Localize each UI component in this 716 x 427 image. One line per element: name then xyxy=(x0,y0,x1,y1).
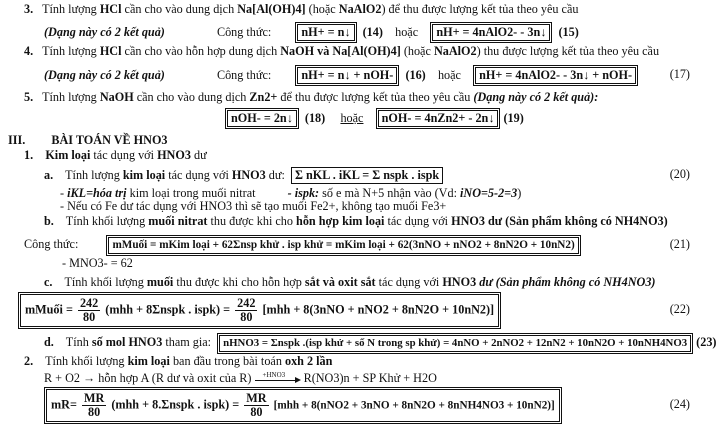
sub-text: số mol HNO3 xyxy=(91,335,163,349)
formula-box: nH+ = 4nAlO2- - 3n↓ xyxy=(430,22,552,43)
formula-box: nH+ = n↓ xyxy=(295,22,356,43)
equation-number: (23) xyxy=(696,335,716,349)
reaction-text: R(NO3)n + SP Khử + H2O xyxy=(303,371,437,385)
section-heading xyxy=(8,133,168,148)
item-3-formula-line xyxy=(44,22,579,43)
equation-number: (24) xyxy=(669,397,690,411)
sub-text: HNO3 xyxy=(231,168,266,182)
denominator: 80 xyxy=(83,310,96,324)
formula-part: (mhh + 8Σnspk . ispk) xyxy=(105,302,221,317)
equation-number: (21) xyxy=(669,237,690,251)
item-note: (Dạng này có 2 kết quả) xyxy=(44,68,165,82)
fraction xyxy=(82,392,106,419)
bullet-text: ) xyxy=(517,186,522,200)
sub-text: Tính khối lượng xyxy=(65,214,149,228)
sub-text: thu được khi cho hỗn hợp xyxy=(173,275,305,289)
denominator: 80 xyxy=(250,405,263,419)
subitem-c-formula xyxy=(18,292,501,329)
formula-box xyxy=(44,387,562,424)
item-text: cần cho vào dung dịch xyxy=(133,90,250,104)
formula-box: nHNO3 = Σnspk .(isp khử + số N trong sp khử) = 4nNO + 2nNO2 + 12nN2 + 10nN2O + 10nNH4NO3 xyxy=(217,333,693,354)
part-title: ban đầu trong bài toán xyxy=(169,354,285,368)
subitem-c-line xyxy=(44,275,656,290)
item-4-line xyxy=(24,44,659,59)
sub-text: dư (Sản phẩm không có NH4NO3) xyxy=(484,214,668,228)
sub-letter: d. xyxy=(44,335,54,349)
formula-part: [mhh + 8(nNO2 + 3nNO + 8nN2O + 8nNH4NO3 + 10nN2)] xyxy=(273,399,555,412)
bullet-text: số e mà N+5 nhận vào (Vd: xyxy=(319,186,460,200)
item-text: (hoặc xyxy=(400,44,434,58)
numerator: MR xyxy=(246,391,267,405)
part-2-formula xyxy=(44,387,562,424)
sub-text: tham gia: xyxy=(162,335,212,349)
item-text: cần cho vào dung dịch xyxy=(121,2,238,16)
item-text: Tính lượng xyxy=(42,90,100,104)
formula-part: mMuối = xyxy=(25,302,73,317)
formula-box: mMuối = mKim loại + 62Σnsp khử . isp khử = mKim loại + 62(3nNO + nNO2 + 8nN2O + 10nN2) xyxy=(106,235,580,256)
formula-part: = xyxy=(223,302,231,317)
part-title: kim loại xyxy=(127,354,170,368)
formula-label: Công thức: xyxy=(216,68,272,82)
bullet-text: iNO=5-2=3 xyxy=(460,186,518,200)
bullet-text: iKL=hóa trị xyxy=(67,186,127,200)
formula-box xyxy=(18,292,501,329)
sub-text: kim loại xyxy=(122,168,166,182)
reagent: HCl xyxy=(99,44,122,58)
subitem-b-formula-line xyxy=(24,235,581,256)
part-2-heading xyxy=(24,354,332,369)
equation-number: (16) xyxy=(405,68,426,82)
reaction-arrow xyxy=(255,371,301,384)
equation-number: (17) xyxy=(669,67,690,81)
sub-text: dư: xyxy=(265,168,285,182)
molar-mass-note: - MNO3- = 62 xyxy=(62,256,133,270)
item-3-line xyxy=(24,2,578,17)
numerator: MR xyxy=(83,391,105,405)
formula-label: Công thức: xyxy=(216,25,272,39)
sub-text: Tính xyxy=(65,335,92,349)
compound-alt: NaAlO2 xyxy=(433,44,477,58)
part-title: oxh 2 lần xyxy=(284,354,333,368)
reaction-text: R + O2 → hỗn hợp A (R dư và oxit của R) xyxy=(44,371,252,385)
fraction xyxy=(235,297,257,324)
item-text: Tính lượng xyxy=(42,2,100,16)
compound: NaOH và Na[Al(OH)4] xyxy=(280,44,401,58)
equation-number: (22) xyxy=(669,302,690,316)
sub-text: Tính khối lượng xyxy=(64,275,147,289)
equation-number: (14) xyxy=(362,25,383,39)
reagent: HCl xyxy=(99,2,122,16)
formula-part: (mhh + 8.Σnspk . ispk) xyxy=(111,397,230,412)
arrow-label: +HNO3 xyxy=(262,371,286,380)
part-number: 2. xyxy=(24,354,34,368)
formula-box: nH+ = n↓ + nOH- xyxy=(295,65,399,86)
sub-text: thu được khi cho xyxy=(207,214,297,228)
formula-box: nOH- = 2n↓ xyxy=(225,108,299,129)
equation-number: (20) xyxy=(669,167,690,181)
subitem-b-line xyxy=(44,214,668,229)
or-text: hoặc xyxy=(340,111,364,125)
fraction xyxy=(244,392,268,419)
equation-number: (18) xyxy=(304,111,326,125)
equation-number: (15) xyxy=(558,25,579,39)
item-text: ) để thu được lượng kết tủa theo yêu cầu xyxy=(381,2,579,16)
item-number: 4. xyxy=(24,44,34,58)
sub-text: HNO3 xyxy=(451,214,485,228)
formula-box: nOH- = 4nZn2+ - 2n↓ xyxy=(376,108,501,129)
reaction-line xyxy=(44,371,437,386)
item-note: (Dạng này có 2 kết quả) xyxy=(44,25,165,39)
sub-text: muối xyxy=(146,275,174,289)
item-number: 3. xyxy=(24,2,34,16)
part-title: Kim loại xyxy=(45,148,91,162)
item-4-formula-line xyxy=(44,65,638,86)
item-text: ) thu được lượng kết tủa theo yêu cầu xyxy=(476,44,660,58)
numerator: 242 xyxy=(79,296,99,310)
ion: Zn2+ xyxy=(249,90,278,104)
bullet-text: kim loại trong muối nitrat xyxy=(126,186,256,200)
item-5-line xyxy=(24,90,598,105)
sub-text: dư (Sản phẩm không có NH4NO3) xyxy=(476,275,656,289)
or-text: hoặc xyxy=(437,68,461,82)
formula-part: mR= xyxy=(51,397,77,412)
part-title: tác dụng với xyxy=(90,148,158,162)
reagent: NaOH xyxy=(99,90,134,104)
formula-box: nH+ = 4nAlO2- - 3n↓ + nOH- xyxy=(473,65,638,86)
sub-text: tác dụng với xyxy=(375,275,443,289)
numerator: 242 xyxy=(237,296,256,310)
formula-part: = xyxy=(232,397,240,412)
part-1-heading xyxy=(24,148,207,163)
bullet-text: - ispk: xyxy=(287,186,320,200)
subitem-a-bullet2: - Nếu có Fe dư tác dụng với HNO3 thì sẽ tạo muối Fe2+, không tạo muối Fe3+ xyxy=(60,199,447,213)
sub-letter: c. xyxy=(44,275,53,289)
part-title: HNO3 xyxy=(157,148,191,162)
part-title: Tính khối lượng xyxy=(45,354,128,368)
sub-text: tác dụng với xyxy=(384,214,452,228)
sub-text: sắt và oxit sắt xyxy=(304,275,376,289)
subitem-d-line xyxy=(44,333,716,354)
formula-label: Công thức: xyxy=(24,237,79,251)
formula-part: [mhh + 8(3nNO + nNO2 + 8nN2O + 10nN2)] xyxy=(262,302,495,317)
section-title: BÀI TOÁN VỀ HNO3 xyxy=(51,133,168,147)
item-text: cần cho vào hỗn hợp dung dịch xyxy=(121,44,281,58)
sub-text: muối nitrat xyxy=(148,214,208,228)
sub-text: Tính lượng xyxy=(65,168,123,182)
formula-box: Σ nKL . iKL = Σ nspk . ispk xyxy=(291,167,443,184)
equation-number: (19) xyxy=(503,111,524,125)
sub-text: hỗn hợp kim loại xyxy=(296,214,385,228)
compound: Na[Al(OH)4] xyxy=(237,2,306,16)
part-title: dư xyxy=(190,148,207,162)
item-number: 5. xyxy=(24,90,34,104)
denominator: 80 xyxy=(240,310,253,324)
item-text: để thu được lượng kết tủa theo yêu cầu xyxy=(277,90,474,104)
or-text: hoặc xyxy=(395,25,419,39)
sub-letter: b. xyxy=(44,214,54,228)
bullet-text: - xyxy=(60,186,68,200)
fraction xyxy=(78,297,100,324)
sub-letter: a. xyxy=(44,168,54,182)
item-text: (hoặc xyxy=(305,2,339,16)
item-5-formula-line xyxy=(225,108,524,129)
section-roman: III. xyxy=(8,133,26,147)
sub-text: tác dụng với xyxy=(165,168,232,182)
part-number: 1. xyxy=(24,148,34,162)
subitem-a-line xyxy=(44,167,443,184)
item-note: (Dạng này có 2 kết quả): xyxy=(473,90,599,104)
compound-alt: NaAlO2 xyxy=(338,2,382,16)
denominator: 80 xyxy=(88,405,101,419)
item-text: Tính lượng xyxy=(42,44,100,58)
sub-text: HNO3 xyxy=(442,275,477,289)
